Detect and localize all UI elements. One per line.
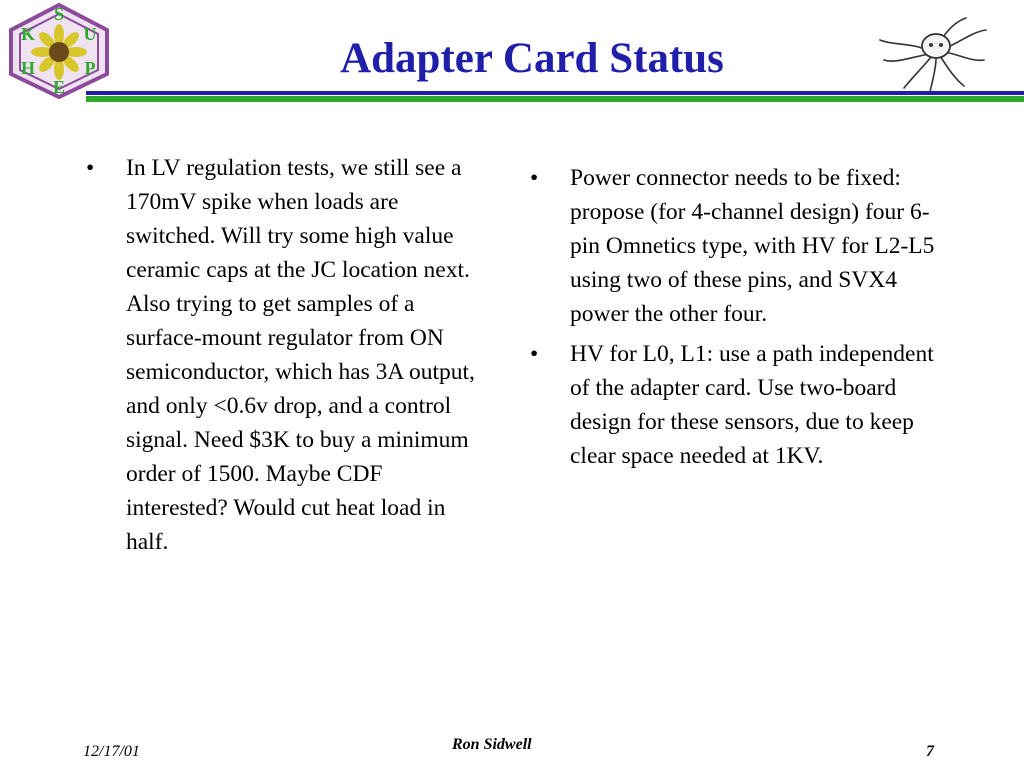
logo-letter-u: U [83,24,97,44]
octopus-illustration [874,12,990,94]
logo-letter-s: S [53,4,65,24]
bullet-hv-l0-l1 [530,337,950,473]
hksue-sunflower-logo-icon [4,2,114,100]
logo-letter-e: E [52,77,66,97]
bullet-text: In LV regulation tests, we still see a 170mV spike when loads are switched. Will try some high value ceramic caps at the JC location next. Also trying to get samples of a surface-mount regulator from ON semiconductor, which has 3A output, and only <0.6v drop, and a control signal. Need $3K to buy a minimum order of 1500. Maybe CDF interested? Would cut heat load in half. [126,155,475,555]
bullet-marker: • [530,165,539,191]
bullet-marker: • [86,155,95,181]
footer-author: Ron Sidwell [452,736,532,753]
footer-date: 12/17/01 [83,743,140,760]
left-bullet-list [86,151,486,565]
header-rule-blue [86,91,1024,95]
octopus-illustration-icon [874,12,990,94]
slide-title: Adapter Card Status [340,35,724,82]
logo-letter-h: H [20,58,36,78]
header-rule-green [86,96,1024,102]
bullet-text: HV for L0, L1: use a path independent of the adapter card. Use two-board design for these sensors, due to keep clear space needed at 1KV. [570,341,934,469]
bullet-power-connector [530,161,950,331]
right-bullet-list [530,161,950,479]
hksue-logo [4,2,114,100]
footer-page-number: 7 [926,743,934,760]
bullet-lv-regulation [86,151,486,559]
logo-letter-k: K [20,24,36,44]
bullet-text: Power connector needs to be fixed: propose (for 4-channel design) four 6-pin Omnetics type, with HV for L2-L5 using two of these pins, and SVX4 power the other four. [570,165,935,327]
logo-letter-p: P [84,58,96,78]
bullet-marker: • [530,341,539,367]
